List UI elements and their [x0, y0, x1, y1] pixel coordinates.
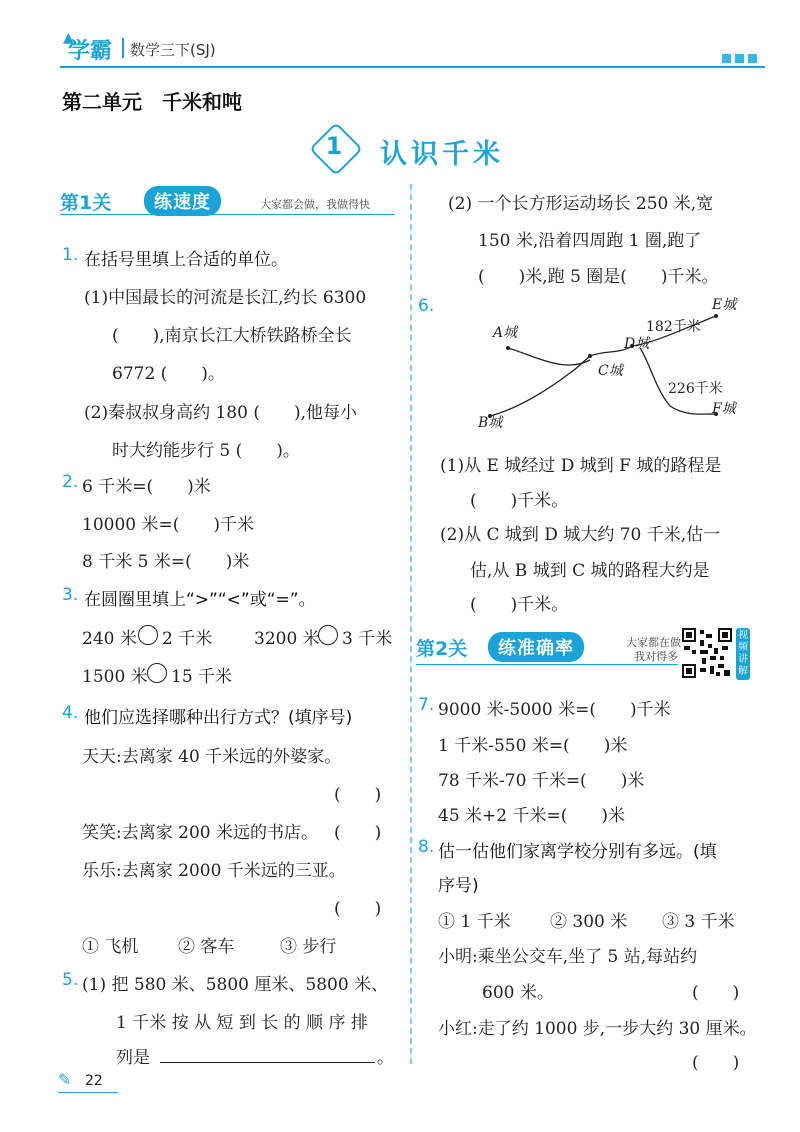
- map-distance-df: 226千米: [668, 381, 723, 397]
- text-line: ( )米,跑 5 圈是( )千米。: [478, 267, 719, 287]
- text-line: 8 千米 5 米=( )米: [82, 552, 250, 572]
- text-line: 天天:去离家 40 千米远的外婆家。: [82, 747, 342, 767]
- text-line: (2) 一个长方形运动场长 250 米,宽: [448, 194, 714, 214]
- level-tagline: 大家都会做，我做得快: [260, 198, 370, 211]
- compare-circle[interactable]: [318, 625, 338, 645]
- compare-left: 240 米: [82, 629, 137, 649]
- text-line: 笑笑:去离家 200 米远的书店。: [82, 823, 318, 843]
- answer-paren[interactable]: ( ): [334, 785, 382, 805]
- question-number: 6.: [418, 296, 435, 316]
- level-underline: [60, 214, 395, 215]
- brand-divider: [122, 38, 124, 58]
- text-line: 45 米+2 千米=( )米: [438, 806, 626, 826]
- question-text: 估一估他们家离学校分别有多远。(填: [438, 842, 717, 862]
- level-tagline: 我对得多: [634, 650, 678, 663]
- level-badge: 练准确率: [488, 632, 584, 662]
- compare-right: 2 千米: [162, 629, 213, 649]
- header-square: [735, 54, 744, 63]
- text-line: 10000 米=( )千米: [82, 515, 254, 535]
- option-item: ② 300 米: [550, 912, 628, 932]
- text-line: 1 千米-550 米=( )米: [438, 736, 628, 756]
- option-item: ③ 3 千米: [662, 912, 735, 932]
- map-label-e: E城: [712, 297, 737, 313]
- answer-paren[interactable]: ( ): [692, 983, 740, 1003]
- map-label-d: D城: [624, 336, 650, 352]
- level-label: 第1关: [60, 192, 112, 214]
- graduation-cap-icon: ▲: [63, 30, 74, 46]
- text-line: 78 千米-70 千米=( )米: [438, 771, 645, 791]
- question-number: 1.: [62, 245, 79, 265]
- header-square: [748, 54, 757, 63]
- pencil-icon: ✎: [58, 1070, 72, 1089]
- compare-left: 3200 米: [254, 629, 320, 649]
- text-line: (2)秦叔叔身高约 180 ( ),他每小: [84, 403, 358, 423]
- map-label-f: F城: [712, 401, 736, 417]
- subject-label: 数学三下(SJ): [130, 41, 216, 59]
- answer-blank[interactable]: [160, 1062, 375, 1063]
- text-line: 乐乐:去离家 2000 千米远的三亚。: [82, 861, 346, 881]
- level-tagline: 大家都在做: [626, 636, 681, 649]
- level-2-banner: [416, 628, 766, 684]
- map-distance-ed: 182千米: [646, 319, 701, 335]
- unit-title: 第二单元 千米和吨: [62, 90, 242, 114]
- question-text: 在圆圈里填上“>”“<”或“=”。: [84, 590, 316, 610]
- question-text: 在括号里填上合适的单位。: [84, 250, 288, 270]
- text-line: 小红:走了约 1000 步,一步大约 30 厘米。: [438, 1019, 757, 1039]
- map-label-b: B城: [478, 415, 503, 431]
- text-line: (1) 把 580 米、5800 厘米、5800 米、: [82, 975, 389, 995]
- compare-right: 3 千米: [342, 629, 393, 649]
- text-line: 600 米。: [482, 983, 554, 1003]
- text-line: 小明:乘坐公交车,坐了 5 站,每站约: [438, 947, 698, 967]
- header: [0, 0, 800, 80]
- map-label-c: C城: [598, 363, 623, 379]
- question-number: 4.: [62, 703, 79, 723]
- compare-right: 15 千米: [171, 667, 233, 687]
- route-a-c: [508, 348, 590, 365]
- compare-circle[interactable]: [147, 663, 167, 683]
- text-line: (1)中国最长的河流是长江,约长 6300: [84, 288, 367, 308]
- level-underline: [416, 664, 678, 665]
- column-divider: [410, 184, 412, 1064]
- text-line: (1)从 E 城经过 D 城到 F 城的路程是: [440, 456, 722, 476]
- header-square: [722, 54, 731, 63]
- answer-paren[interactable]: ( ): [334, 899, 382, 919]
- question-number: 2.: [62, 472, 79, 492]
- map-label-a: A城: [493, 325, 518, 341]
- brand-logo: 学霸: [68, 39, 113, 64]
- option-item: ① 飞机: [82, 937, 139, 957]
- text-line: ( )千米。: [470, 595, 569, 615]
- level-1-banner: [60, 184, 400, 224]
- answer-paren[interactable]: ( ): [692, 1053, 740, 1073]
- footer-rule: [58, 1092, 118, 1093]
- qr-code-icon[interactable]: [682, 628, 732, 678]
- text-line: 。: [377, 1048, 394, 1068]
- option-item: ③ 步行: [280, 937, 337, 957]
- lesson-number: 1: [325, 132, 343, 160]
- question-text: 他们应选择哪种出行方式？(填序号): [84, 708, 353, 728]
- text-line: 6 千米=( )米: [82, 477, 211, 497]
- text-line: 列是: [116, 1048, 150, 1068]
- page-number: 22: [85, 1073, 103, 1089]
- level-badge: 练速度: [144, 186, 221, 216]
- answer-paren[interactable]: ( ): [334, 823, 382, 843]
- text-line: 1 千米 按 从 短 到 长 的 顺 序 排: [116, 1013, 368, 1033]
- text-line: ( )千米。: [470, 491, 569, 511]
- header-rule: [60, 66, 765, 68]
- question-text: 序号): [438, 876, 479, 896]
- question-number: 7.: [418, 695, 435, 715]
- text-line: 6772 ( )。: [112, 364, 225, 384]
- text-line: (2)从 C 城到 D 城大约 70 千米,估一: [440, 525, 721, 545]
- text-line: 估,从 B 城到 C 城的路程大约是: [470, 561, 710, 581]
- question-number: 3.: [62, 585, 79, 605]
- question-number: 8.: [418, 837, 435, 857]
- compare-circle[interactable]: [138, 625, 158, 645]
- level-label: 第2关: [416, 638, 468, 660]
- text-line: 150 米,沿着四周跑 1 圈,跑了: [478, 231, 702, 251]
- compare-left: 1500 米: [82, 667, 148, 687]
- video-lecture-tag[interactable]: 视频讲解: [736, 628, 750, 680]
- text-line: ( ),南京长江大桥铁路桥全长: [112, 326, 352, 346]
- option-item: ① 1 千米: [438, 912, 511, 932]
- option-item: ② 客车: [178, 937, 235, 957]
- question-number: 5.: [62, 970, 79, 990]
- lesson-title: 认识千米: [380, 139, 504, 170]
- text-line: 时大约能步行 5 ( )。: [112, 441, 300, 461]
- text-line: 9000 米-5000 米=( )千米: [438, 700, 671, 720]
